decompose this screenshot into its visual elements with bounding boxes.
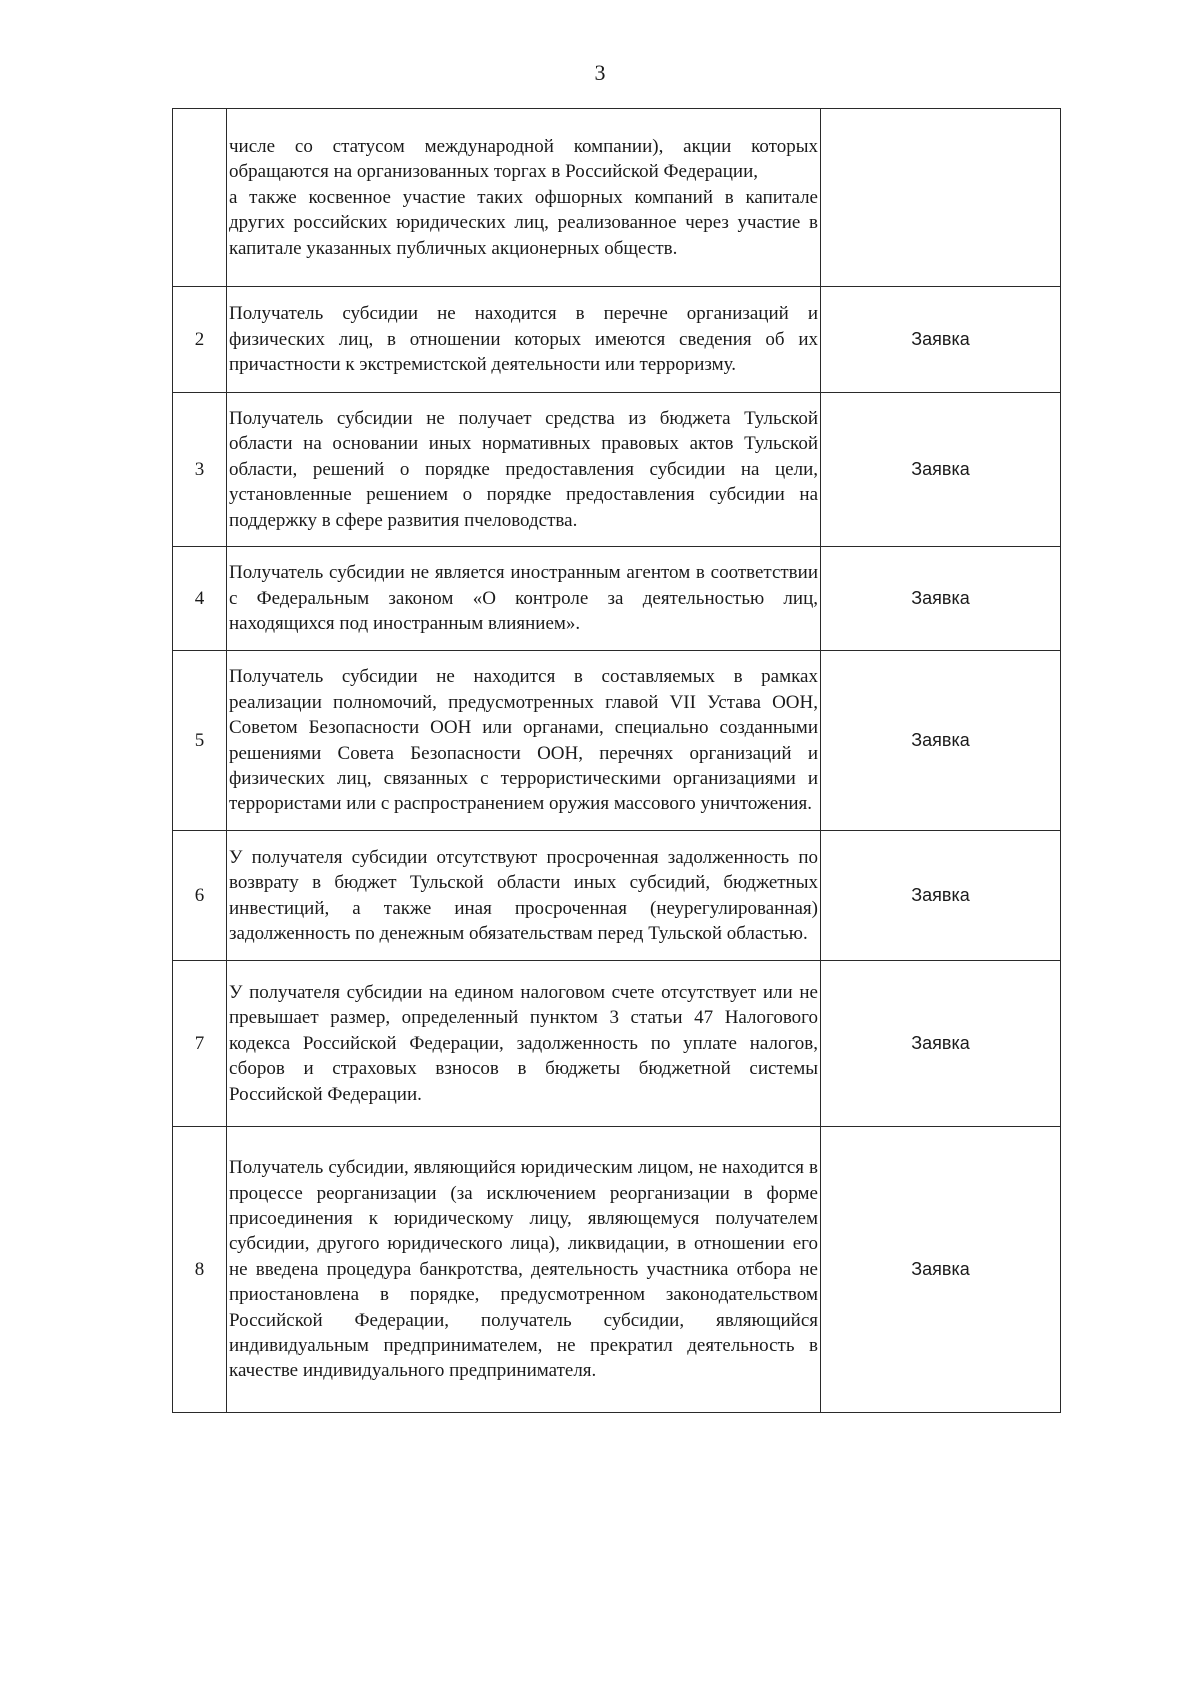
page-number: 3 <box>594 60 606 85</box>
row-number: 8 <box>173 1127 227 1413</box>
table-row <box>173 109 1061 287</box>
table-row <box>173 1127 1061 1413</box>
row-number: 7 <box>173 961 227 1127</box>
row-number: 5 <box>173 651 227 831</box>
table-row <box>173 651 1061 831</box>
document-cell <box>821 109 1061 287</box>
requirement-text <box>227 109 821 287</box>
document-cell: Заявка <box>821 831 1061 961</box>
document-cell: Заявка <box>821 651 1061 831</box>
requirement-text: Получатель субсидии не является иностранным агентом в соответствии с Федеральным законом «О контроле за деятельностью лиц, находящихся под иностранным влиянием». <box>227 547 821 651</box>
requirement-text-body: числе со статусом международной компании), акции которых обращаются на организованных торгах в Российской Федерации, а также косвенное участие таких офшорных компаний в капитале других российских юридических лиц, реализованное через участие в капитале указанных публичных акционерных обществ. <box>229 135 818 259</box>
document-cell: Заявка <box>821 961 1061 1127</box>
document-cell: Заявка <box>821 393 1061 547</box>
requirement-text: Получатель субсидии, являющийся юридическим лицом, не находится в процессе реорганизации (за исключением реорганизации в форме присоединения к юридическому лицу, являющемуся получателем субсидии, другого юридического лица), ликвидации, в отношении его не введена процедура банкротства, деятельность участника отбора не приостановлена в порядке, предусмотренном законодательством Российской Федерации, получатель субсидии, являющийся индивидуальным предпринимателем, не прекратил деятельность в качестве индивидуального предпринимателя. <box>227 1127 821 1413</box>
document-cell: Заявка <box>821 1127 1061 1413</box>
requirements-table <box>172 108 1061 1413</box>
table-row <box>173 961 1061 1127</box>
row-number: 2 <box>173 287 227 393</box>
table-row <box>173 547 1061 651</box>
requirement-text: Получатель субсидии не находится в составляемых в рамках реализации полномочий, предусмотренных главой VII Устава ООН, Советом Безопасности ООН или органами, специально созданными решениями Совета Безопасности ООН, перечнях организаций и физических лиц, связанных с террористическими организациями и террористами или с распространением оружия массового уничтожения. <box>227 651 821 831</box>
row-number: 4 <box>173 547 227 651</box>
table-row <box>173 287 1061 393</box>
document-cell: Заявка <box>821 547 1061 651</box>
table-row <box>173 831 1061 961</box>
requirement-text: У получателя субсидии отсутствуют просроченная задолженность по возврату в бюджет Тульской области иных субсидий, бюджетных инвестиций, а также иная просроченная (неурегулированная) задолженность по денежным обязательствам перед Тульской областью. <box>227 831 821 961</box>
document-cell: Заявка <box>821 287 1061 393</box>
requirement-text: У получателя субсидии на едином налоговом счете отсутствует или не превышает размер, определенный пунктом 3 статьи 47 Налогового кодекса Российской Федерации, задолженность по уплате налогов, сборов и страховых взносов в бюджеты бюджетной системы Российской Федерации. <box>227 961 821 1127</box>
row-number: 3 <box>173 393 227 547</box>
row-number <box>173 109 227 287</box>
requirement-text: Получатель субсидии не находится в перечне организаций и физических лиц, в отношении которых имеются сведения об их причастности к экстремистской деятельности или терроризму. <box>227 287 821 393</box>
row-number: 6 <box>173 831 227 961</box>
table-row <box>173 393 1061 547</box>
requirement-text: Получатель субсидии не получает средства из бюджета Тульской области на основании иных нормативных правовых актов Тульской области, решений о порядке предоставления субсидии на цели, установленные решением о порядке предоставления субсидии на поддержку в сфере развития пчеловодства. <box>227 393 821 547</box>
